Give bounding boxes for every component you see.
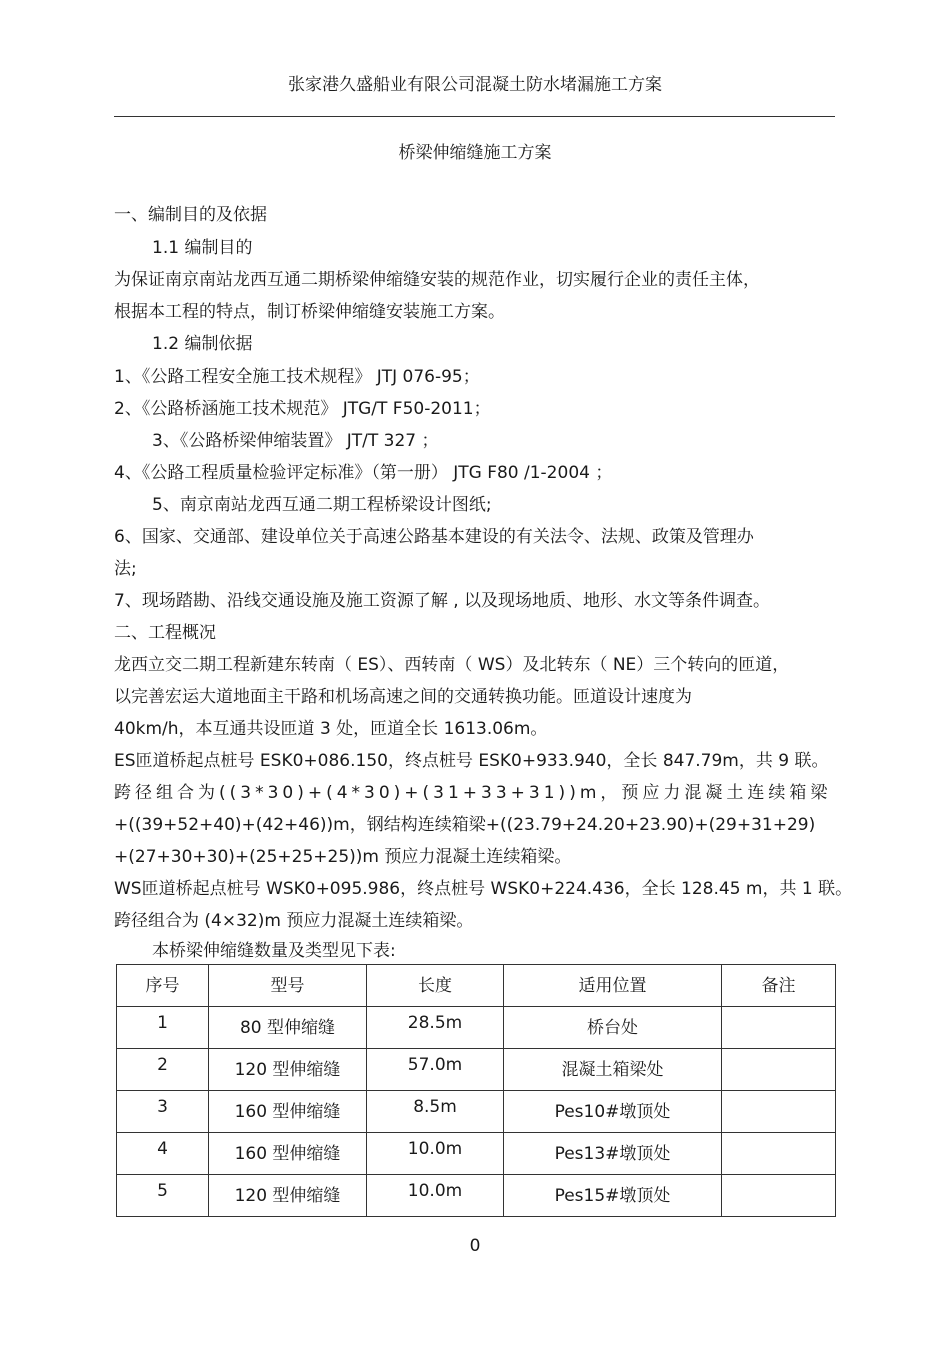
table-cell: 120 型伸缩缝 [209, 1049, 367, 1091]
table-row [117, 1049, 836, 1091]
table-cell [722, 1133, 836, 1175]
table-row [117, 1007, 836, 1049]
paragraph-line: 以完善宏运大道地面主干路和机场高速之间的交通转换功能。匝道设计速度为 [114, 687, 692, 707]
document-title: 桥梁伸缩缝施工方案 [398, 143, 552, 163]
table-cell: 1 [117, 1007, 209, 1049]
expansion-joint-table [116, 964, 836, 1217]
table-caption: 本桥梁伸缩缝数量及类型见下表: [152, 941, 396, 961]
table-cell: 120 型伸缩缝 [209, 1175, 367, 1217]
table-cell: 57.0m [367, 1049, 504, 1091]
reference-item: 7、现场踏勘、沿线交通设施及施工资源了解 , 以及现场地质、地形、水文等条件调查。 [114, 591, 771, 611]
table-row [117, 1133, 836, 1175]
table-cell: 28.5m [367, 1007, 504, 1049]
table-cell: 2 [117, 1049, 209, 1091]
section-heading-1: 一、编制目的及依据 [114, 205, 267, 225]
header-cell: 长度 [367, 965, 504, 1007]
header-cell: 型号 [209, 965, 367, 1007]
reference-item: 1、《公路工程安全施工技术规程》 JTJ 076-95； [114, 367, 480, 387]
table-header-row [117, 965, 836, 1007]
header-cell: 适用位置 [504, 965, 722, 1007]
table-cell: 4 [117, 1133, 209, 1175]
table-cell: 80 型伸缩缝 [209, 1007, 367, 1049]
paragraph-line: 跨径组合为 (4×32)m 预应力混凝土连续箱梁。 [114, 911, 474, 931]
table-row [117, 1091, 836, 1133]
table-cell [722, 1091, 836, 1133]
table-cell: 10.0m [367, 1133, 504, 1175]
table-cell [722, 1175, 836, 1217]
table-cell: Pes10#墩顶处 [504, 1091, 722, 1133]
header-rule [114, 116, 835, 117]
paragraph-line: 龙西立交二期工程新建东转南（ ES）、西转南（ WS）及北转东（ NE）三个转向的匝道， [114, 655, 790, 675]
section-heading-2: 二、工程概况 [114, 623, 216, 643]
reference-item-cont: 法; [114, 559, 137, 579]
page-number: 0 [469, 1236, 481, 1256]
paragraph-line: +(27+30+30)+(25+25+25))m 预应力混凝土连续箱梁。 [114, 847, 572, 867]
reference-item: 3、《公路桥梁伸缩装置》 JT/T 327 ； [152, 431, 439, 451]
paragraph-line: 跨径组合为((3*30)+(4*30)+(31+33+31))m，预应力混凝土连续箱梁 [114, 783, 832, 803]
paragraph-line: 为保证南京南站龙西互通二期桥梁伸缩缝安装的规范作业，切实履行企业的责任主体， [114, 270, 760, 290]
header-cell: 备注 [722, 965, 836, 1007]
paragraph-line: 根据本工程的特点，制订桥梁伸缩缝安装施工方案。 [114, 302, 505, 322]
paragraph-line: 40km/h，本互通共设匝道 3 处，匝道全长 1613.06m。 [114, 719, 548, 739]
table-cell: 混凝土箱梁处 [504, 1049, 722, 1091]
reference-item: 4、《公路工程质量检验评定标准》（第一册） JTG F80 /1-2004 ； [114, 463, 613, 483]
reference-item: 5、南京南站龙西互通二期工程桥梁设计图纸; [152, 495, 492, 515]
table-cell: 桥台处 [504, 1007, 722, 1049]
table-row [117, 1175, 836, 1217]
table-cell: 160 型伸缩缝 [209, 1133, 367, 1175]
table-cell [722, 1007, 836, 1049]
reference-item: 6、国家、交通部、建设单位关于高速公路基本建设的有关法令、法规、政策及管理办 [114, 527, 754, 547]
page-header: 张家港久盛船业有限公司混凝土防水堵漏施工方案 [288, 75, 662, 95]
table-cell: Pes13#墩顶处 [504, 1133, 722, 1175]
subsection-1-2: 1.2 编制依据 [152, 334, 253, 354]
table-cell: 160 型伸缩缝 [209, 1091, 367, 1133]
table-cell: Pes15#墩顶处 [504, 1175, 722, 1217]
paragraph-line: ES匝道桥起点桩号 ESK0+086.150，终点桩号 ESK0+933.940，全长 847.79m，共 9 联。 [114, 751, 829, 771]
paragraph-line: WS匝道桥起点桩号 WSK0+095.986，终点桩号 WSK0+224.436，全长 128.45 m，共 1 联。 [114, 879, 853, 899]
table-cell: 8.5m [367, 1091, 504, 1133]
table-cell: 3 [117, 1091, 209, 1133]
table-cell: 5 [117, 1175, 209, 1217]
subsection-1-1: 1.1 编制目的 [152, 238, 253, 258]
paragraph-line: +((39+52+40)+(42+46))m，钢结构连续箱梁+((23.79+24.20+23.90)+(29+31+29) [114, 815, 816, 835]
reference-item: 2、《公路桥涵施工技术规范》 JTG/T F50-2011； [114, 399, 491, 419]
table-cell: 10.0m [367, 1175, 504, 1217]
table-cell [722, 1049, 836, 1091]
header-cell: 序号 [117, 965, 209, 1007]
